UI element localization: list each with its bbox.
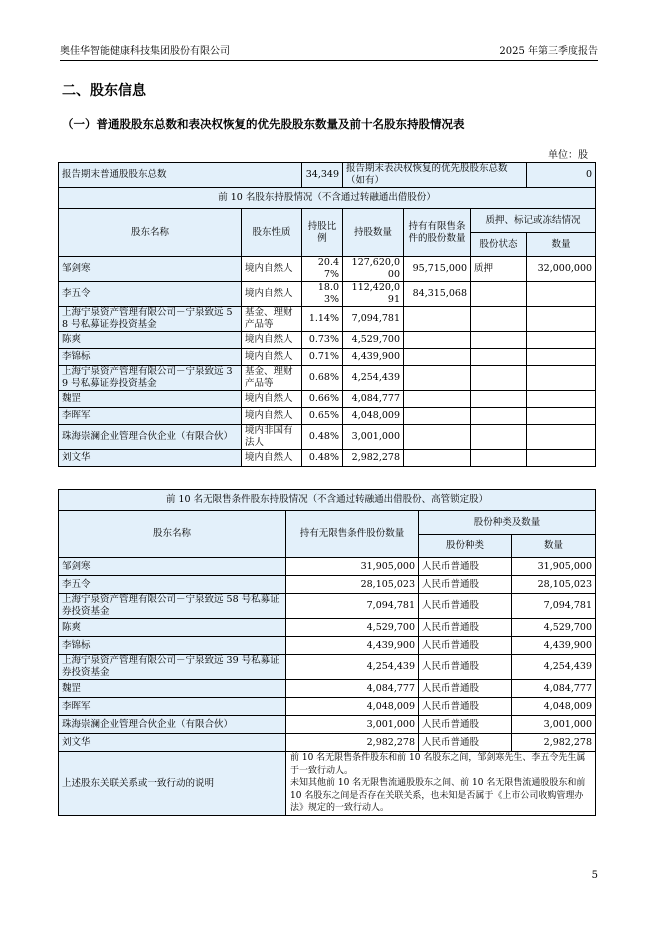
- unrestricted-shares: 4,048,009: [286, 698, 419, 716]
- top10-row: [59, 332, 596, 349]
- col-header-shares: 持股数量: [343, 209, 404, 257]
- unrestricted-row: [59, 680, 596, 698]
- shareholder-name: 上海宁泉资产管理有限公司－宁泉致远 39 号私募证券投资基金: [59, 655, 286, 680]
- relation-label: 上述股东关联关系或一致行动的说明: [59, 752, 286, 816]
- relation-row: [59, 752, 596, 816]
- pledge-status: 质押: [471, 257, 527, 282]
- unrestricted-row: [59, 637, 596, 655]
- shares-held: 127,620,000: [343, 257, 404, 282]
- relation-text: [286, 752, 596, 816]
- share-qty: 28,105,023: [512, 576, 596, 594]
- top10-row: [59, 307, 596, 332]
- shareholder-name: 李五令: [59, 282, 242, 307]
- top10-row: [59, 349, 596, 366]
- shareholding-ratio: 1.14%: [302, 307, 343, 332]
- share-qty: 3,001,000: [512, 716, 596, 734]
- preferred-holders-label: 报告期末表决权恢复的优先股股东总数（如有）: [343, 163, 527, 188]
- shares-held: 2,982,278: [343, 450, 404, 467]
- header-report: 2025 年第三季度报告: [499, 46, 598, 57]
- share-type: 人民币普通股: [419, 558, 512, 576]
- restricted-shares: [404, 408, 471, 425]
- shares-held: 3,001,000: [343, 425, 404, 450]
- col-header-qty: 数量: [512, 535, 596, 558]
- restricted-shares: [404, 450, 471, 467]
- shareholder-nature: 境内自然人: [242, 391, 302, 408]
- share-type: 人民币普通股: [419, 619, 512, 637]
- top10-header-row: [59, 209, 596, 233]
- unrestricted-caption-row: [59, 490, 596, 511]
- share-qty: 4,439,900: [512, 637, 596, 655]
- shares-held: 4,439,900: [343, 349, 404, 366]
- share-type: 人民币普通股: [419, 734, 512, 752]
- page-number: 5: [591, 870, 598, 881]
- unrestricted-shares: 4,529,700: [286, 619, 419, 637]
- shareholder-nature: 基金、理财产品等: [242, 366, 302, 391]
- shareholding-ratio: 0.65%: [302, 408, 343, 425]
- shareholder-table: [58, 162, 596, 467]
- shareholder-name: 陈爽: [59, 332, 242, 349]
- shareholder-name: 邹剑寒: [59, 558, 286, 576]
- pledge-status: [471, 450, 527, 467]
- pledge-status: [471, 391, 527, 408]
- shares-held: 4,048,009: [343, 408, 404, 425]
- share-qty: 2,982,278: [512, 734, 596, 752]
- shareholding-ratio: 20.47%: [302, 257, 343, 282]
- col-header-name: 股东名称: [59, 209, 242, 257]
- shareholder-name: 上海宁泉资产管理有限公司－宁泉致远 39 号私募证券投资基金: [59, 366, 242, 391]
- preferred-holders-value: 0: [527, 163, 596, 188]
- share-type: 人民币普通股: [419, 594, 512, 619]
- pledge-qty: [527, 391, 596, 408]
- col-header-name: 股东名称: [59, 511, 286, 558]
- unrestricted-shares: 3,001,000: [286, 716, 419, 734]
- header-company: 奥佳华智能健康科技集团股份有限公司: [60, 46, 230, 57]
- share-qty: 7,094,781: [512, 594, 596, 619]
- shareholder-name: 刘文华: [59, 734, 286, 752]
- shareholding-ratio: 0.66%: [302, 391, 343, 408]
- pledge-qty: 32,000,000: [527, 257, 596, 282]
- pledge-status: [471, 332, 527, 349]
- unrestricted-shares: 7,094,781: [286, 594, 419, 619]
- pledge-qty: [527, 408, 596, 425]
- shareholder-name: 上海宁泉资产管理有限公司－宁泉致远 58 号私募证券投资基金: [59, 307, 242, 332]
- top10-row: [59, 450, 596, 467]
- relation-text-2: 未知其他前 10 名无限售流通股股东之间、前 10 名无限售流通股股东和前 10 名股东之间是否存在关联关系，也未知是否属于《上市公司收购管理办法》规定的一致行动人。: [290, 778, 586, 813]
- shareholder-nature: 境内自然人: [242, 349, 302, 366]
- shareholding-ratio: 0.71%: [302, 349, 343, 366]
- col-header-nature: 股东性质: [242, 209, 302, 257]
- col-header-restricted: 持有有限售条件的股份数量: [404, 209, 471, 257]
- unrestricted-row: [59, 655, 596, 680]
- unrestricted-shares: 31,905,000: [286, 558, 419, 576]
- shareholder-name: 李晖军: [59, 698, 286, 716]
- unrestricted-row: [59, 576, 596, 594]
- unrestricted-shares: 4,254,439: [286, 655, 419, 680]
- unrestricted-caption: 前 10 名无限售条件股东持股情况（不含通过转融通出借股份、高管锁定股）: [59, 490, 596, 511]
- restricted-shares: [404, 425, 471, 450]
- share-qty: 4,529,700: [512, 619, 596, 637]
- share-type: 人民币普通股: [419, 716, 512, 734]
- top10-row: [59, 425, 596, 450]
- subsection-title: （一）普通股股东总数和表决权恢复的优先股股东数量及前十名股东持股情况表: [62, 117, 465, 131]
- shareholder-name: 魏罡: [59, 680, 286, 698]
- shareholder-nature: 境内自然人: [242, 408, 302, 425]
- share-qty: 4,048,009: [512, 698, 596, 716]
- pledge-qty: [527, 349, 596, 366]
- shareholder-name: 李锦标: [59, 349, 242, 366]
- pledge-status: [471, 307, 527, 332]
- relation-text-1: 前 10 名无限售条件股东和前 10 名股东之间，邹剑寒先生、李五令先生属于一致行动人。: [290, 753, 586, 776]
- shareholder-nature: 境内自然人: [242, 332, 302, 349]
- shares-held: 4,084,777: [343, 391, 404, 408]
- pledge-qty: [527, 307, 596, 332]
- pledge-status: [471, 408, 527, 425]
- share-type: 人民币普通股: [419, 680, 512, 698]
- share-qty: 4,254,439: [512, 655, 596, 680]
- unrestricted-row: [59, 716, 596, 734]
- top10-row: [59, 257, 596, 282]
- shareholder-nature: 基金、理财产品等: [242, 307, 302, 332]
- unrestricted-shares: 4,084,777: [286, 680, 419, 698]
- pledge-qty: [527, 282, 596, 307]
- restricted-shares: 95,715,000: [404, 257, 471, 282]
- top10-caption: 前 10 名股东持股情况（不含通过转融通出借股份）: [59, 188, 596, 209]
- shareholder-name: 邹剑寒: [59, 257, 242, 282]
- shareholder-name: 珠海崇澜企业管理合伙企业（有限合伙）: [59, 425, 242, 450]
- share-type: 人民币普通股: [419, 576, 512, 594]
- restricted-shares: [404, 307, 471, 332]
- top10-row: [59, 282, 596, 307]
- shareholder-name: 陈爽: [59, 619, 286, 637]
- share-qty: 31,905,000: [512, 558, 596, 576]
- shareholder-name: 珠海崇澜企业管理合伙企业（有限合伙）: [59, 716, 286, 734]
- top10-row: [59, 366, 596, 391]
- pledge-qty: [527, 332, 596, 349]
- col-header-type-group: 股份种类及数量: [419, 511, 596, 535]
- pledge-status: [471, 425, 527, 450]
- col-header-status: 股份状态: [471, 233, 527, 257]
- common-holders-label: 报告期末普通股股东总数: [59, 163, 302, 188]
- unrestricted-row: [59, 698, 596, 716]
- top10-row: [59, 391, 596, 408]
- unrestricted-row: [59, 619, 596, 637]
- unrestricted-header-row: [59, 511, 596, 535]
- pledge-qty: [527, 366, 596, 391]
- pledge-qty: [527, 425, 596, 450]
- restricted-shares: 84,315,068: [404, 282, 471, 307]
- restricted-shares: [404, 349, 471, 366]
- share-type: 人民币普通股: [419, 698, 512, 716]
- shareholding-ratio: 18.03%: [302, 282, 343, 307]
- restricted-shares: [404, 366, 471, 391]
- shareholder-name: 上海宁泉资产管理有限公司－宁泉致远 58 号私募证券投资基金: [59, 594, 286, 619]
- unrestricted-row: [59, 558, 596, 576]
- unrestricted-row: [59, 594, 596, 619]
- pledge-status: [471, 282, 527, 307]
- col-header-pledge: 质押、标记或冻结情况: [471, 209, 596, 233]
- unrestricted-shares: 28,105,023: [286, 576, 419, 594]
- shares-held: 112,420,091: [343, 282, 404, 307]
- col-header-qty: 数量: [527, 233, 596, 257]
- section-title: 二、股东信息: [62, 83, 146, 99]
- shareholder-name: 李晖军: [59, 408, 242, 425]
- pledge-status: [471, 349, 527, 366]
- restricted-shares: [404, 332, 471, 349]
- unit-label: 单位：股: [548, 150, 588, 161]
- shareholder-nature: 境内自然人: [242, 450, 302, 467]
- relation-table: [58, 751, 596, 816]
- top10-row: [59, 408, 596, 425]
- shareholding-ratio: 0.48%: [302, 450, 343, 467]
- shareholding-ratio: 0.68%: [302, 366, 343, 391]
- share-type: 人民币普通股: [419, 637, 512, 655]
- shareholder-name: 李锦标: [59, 637, 286, 655]
- share-type: 人民币普通股: [419, 655, 512, 680]
- shares-held: 4,254,439: [343, 366, 404, 391]
- col-header-type: 股份种类: [419, 535, 512, 558]
- col-header-unrestricted-shares: 持有无限售条件股份数量: [286, 511, 419, 558]
- shareholder-name: 刘文华: [59, 450, 242, 467]
- common-holders-value: 34,349: [302, 163, 343, 188]
- unrestricted-row: [59, 734, 596, 752]
- shareholder-name: 魏罡: [59, 391, 242, 408]
- shareholder-nature: 境内非国有法人: [242, 425, 302, 450]
- shares-held: 7,094,781: [343, 307, 404, 332]
- shareholding-ratio: 0.48%: [302, 425, 343, 450]
- pledge-qty: [527, 450, 596, 467]
- col-header-ratio: 持股比例: [302, 209, 343, 257]
- summary-row: [59, 163, 596, 188]
- share-qty: 4,084,777: [512, 680, 596, 698]
- unrestricted-shares: 4,439,900: [286, 637, 419, 655]
- restricted-shares: [404, 391, 471, 408]
- shareholder-nature: 境内自然人: [242, 282, 302, 307]
- shareholder-name: 李五令: [59, 576, 286, 594]
- shareholder-nature: 境内自然人: [242, 257, 302, 282]
- shares-held: 4,529,700: [343, 332, 404, 349]
- shareholding-ratio: 0.73%: [302, 332, 343, 349]
- pledge-status: [471, 366, 527, 391]
- page-header: [60, 43, 598, 61]
- unrestricted-table: [58, 489, 596, 752]
- unrestricted-shares: 2,982,278: [286, 734, 419, 752]
- top10-caption-row: [59, 188, 596, 209]
